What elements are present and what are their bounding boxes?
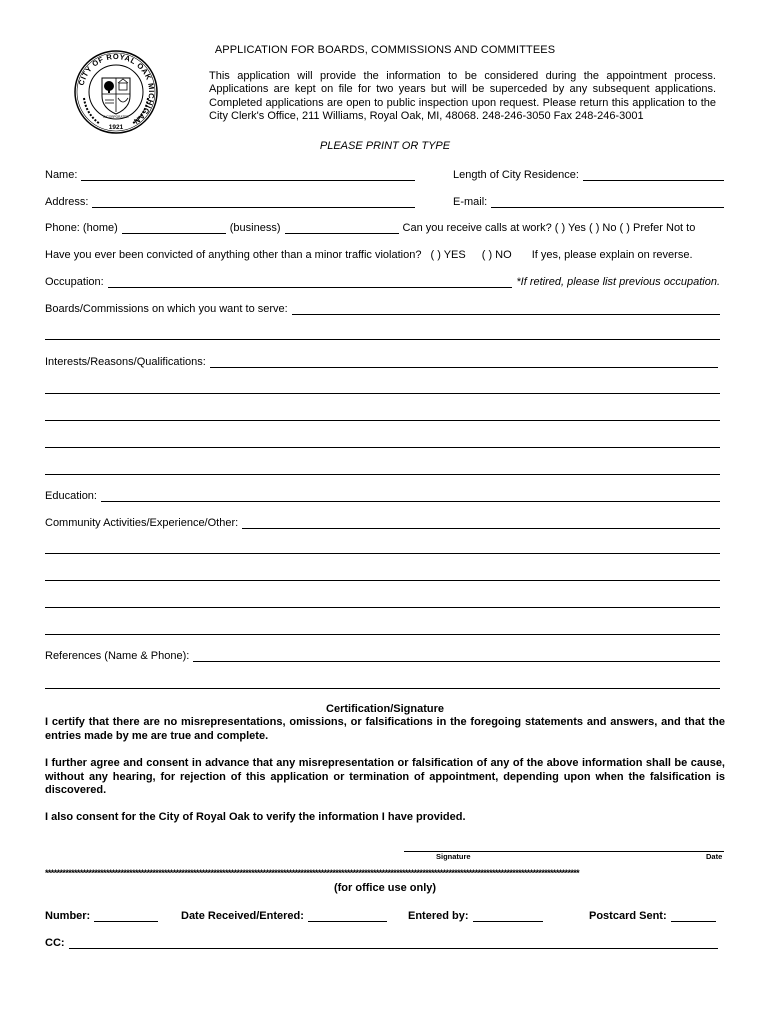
interests-extra-line-1[interactable]: [45, 393, 720, 394]
certification-paragraph-2: I further agree and consent in advance that any misrepresentation or falsification of any of the above information shall be cause, without any hearing, for rejection of this application or termination of appointment, depending upon when the falsification is discovered.: [45, 757, 725, 796]
date-received-field[interactable]: [308, 911, 387, 922]
interests-label: Interests/Reasons/Qualifications:: [45, 356, 206, 368]
calls-at-work-question[interactable]: Can you receive calls at work? ( ) Yes ( ) No ( ) Prefer Not to: [402, 222, 696, 234]
name-field[interactable]: [81, 170, 415, 181]
retired-note: *If retired, please list previous occupation.: [516, 276, 720, 288]
postcard-label: Postcard Sent:: [589, 910, 667, 922]
office-use-heading: (for office use only): [333, 882, 437, 894]
email-field[interactable]: [491, 197, 724, 208]
seal-year: 1921: [108, 124, 124, 131]
postcard-field[interactable]: [671, 911, 716, 922]
interests-extra-line-2[interactable]: [45, 420, 720, 421]
address-field[interactable]: [92, 197, 415, 208]
boards-field[interactable]: [292, 304, 720, 315]
community-extra-line-4[interactable]: [45, 634, 720, 635]
community-extra-line-3[interactable]: [45, 607, 720, 608]
name-label: Name:: [45, 169, 78, 181]
seal-inner-text: INCORPORATED: [103, 115, 129, 119]
interests-field[interactable]: [210, 357, 718, 368]
number-label: Number:: [45, 910, 91, 922]
email-label: E-mail:: [453, 196, 488, 208]
boards-label: Boards/Commissions on which you want to serve:: [45, 303, 288, 315]
references-label: References (Name & Phone):: [45, 650, 190, 662]
residence-label: Length of City Residence:: [453, 169, 579, 181]
address-label: Address:: [45, 196, 89, 208]
entered-by-label: Entered by:: [408, 910, 469, 922]
phone-home-field[interactable]: [122, 223, 226, 234]
explain-note: If yes, please explain on reverse.: [531, 249, 693, 261]
residence-field[interactable]: [583, 170, 724, 181]
certification-heading: Certification/Signature: [326, 703, 444, 715]
community-field[interactable]: [242, 518, 720, 529]
cc-label: CC:: [45, 937, 65, 949]
community-extra-line-2[interactable]: [45, 580, 720, 581]
intro-paragraph: This application will provide the information to be considered during the appointment process. Applications are kept on file for two years but will be superceded by any subsequent applications. Completed applications are open to public inspection upon request. Please return this application to the City Clerk's Office, 211 Williams, Royal Oak, MI, 48068. 248-246-3050 Fax 248-246-3001: [209, 70, 716, 123]
convicted-yes-option[interactable]: ( ) YES: [430, 249, 466, 261]
form-title: APPLICATION FOR BOARDS, COMMISSIONS AND COMMITTEES: [214, 44, 556, 56]
certification-paragraph-1: I certify that there are no misrepresentations, omissions, or falsifications in the foregoing statements and answers, and that the entries made by me are true and complete.: [45, 716, 725, 742]
convicted-no-option[interactable]: ( ) NO: [481, 249, 512, 261]
community-extra-line-1[interactable]: [45, 553, 720, 554]
interests-extra-line-3[interactable]: [45, 447, 720, 448]
boards-extra-line[interactable]: [45, 339, 720, 340]
entered-by-field[interactable]: [473, 911, 543, 922]
convicted-question: Have you ever been convicted of anything other than a minor traffic violation?: [45, 249, 422, 261]
date-received-label: Date Received/Entered:: [181, 910, 304, 922]
references-field[interactable]: [193, 651, 720, 662]
number-field[interactable]: [94, 911, 158, 922]
interests-extra-line-4[interactable]: [45, 474, 720, 475]
phone-business-label: (business): [229, 222, 281, 234]
signature-label: Signature: [436, 852, 471, 861]
please-print-note: PLEASE PRINT OR TYPE: [319, 140, 451, 152]
occupation-field[interactable]: [108, 277, 513, 288]
seal-ring-text: CITY OF ROYAL OAK MICHIGAN: [76, 51, 157, 127]
references-extra-line[interactable]: [45, 688, 720, 689]
cc-field[interactable]: [69, 938, 718, 949]
phone-home-label: Phone: (home): [45, 222, 118, 234]
certification-paragraph-3: I also consent for the City of Royal Oak to verify the information I have provided.: [45, 811, 466, 823]
city-seal: [72, 48, 160, 136]
education-label: Education:: [45, 490, 97, 502]
phone-business-field[interactable]: [285, 223, 399, 234]
occupation-label: Occupation:: [45, 276, 104, 288]
date-label: Date: [706, 852, 723, 861]
community-label: Community Activities/Experience/Other:: [45, 517, 239, 529]
separator-stars: ****************************************************************************************************************************************************************************************: [45, 868, 580, 878]
education-field[interactable]: [101, 491, 720, 502]
